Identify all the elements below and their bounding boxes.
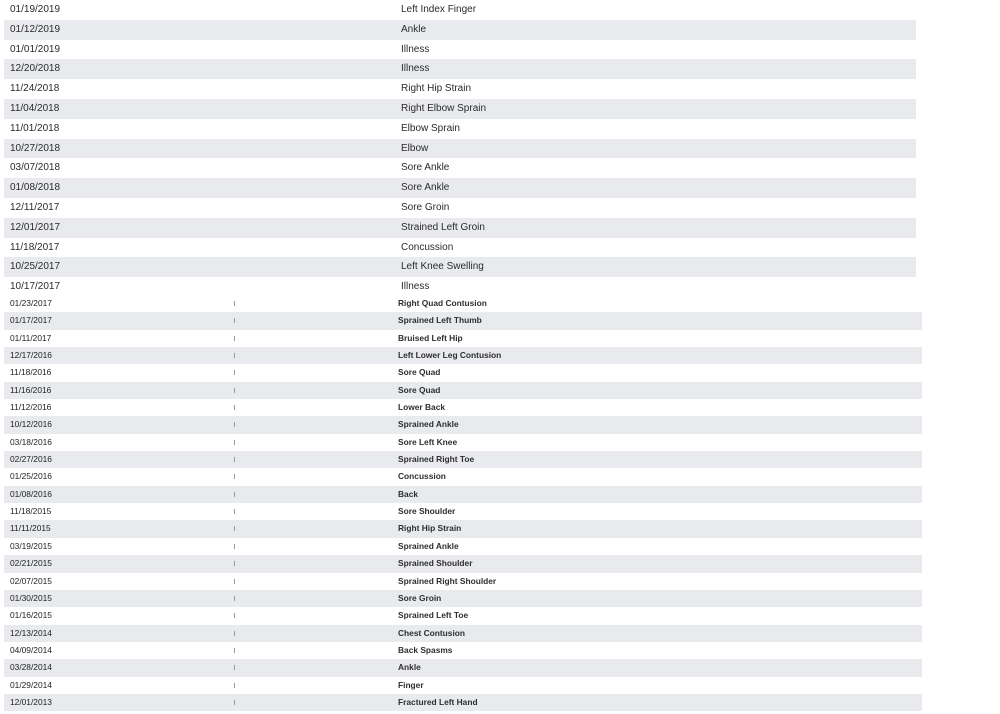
injury-description: Sore Groin [398,592,442,603]
injury-date: 11/01/2018 [10,122,60,134]
table-row [4,607,922,624]
column-divider-mark [234,561,235,566]
injury-description: Sore Ankle [401,182,450,194]
injury-date: 10/12/2016 [10,419,52,430]
injury-description: Sprained Left Thumb [398,315,482,326]
injury-date: 01/01/2019 [10,43,61,55]
table-row [4,79,916,99]
column-divider-mark [234,318,235,323]
table-row [4,330,922,347]
injury-description: Sore Left Knee [398,436,458,447]
injury-description: Illness [401,281,430,293]
injury-description: Finger [398,679,424,690]
injury-date: 12/01/2013 [10,696,52,707]
injury-description: Sore Quad [398,367,441,378]
column-divider-mark [234,700,235,705]
injury-date: 11/16/2016 [10,384,52,395]
injury-date: 01/08/2016 [10,488,52,499]
injury-date: 01/08/2018 [10,182,61,194]
injury-date: 11/18/2016 [10,367,52,378]
table-row [4,399,922,416]
injury-date: 10/25/2017 [10,261,61,273]
table-row [4,139,916,159]
injury-date: 03/18/2016 [10,436,52,447]
injury-date: 11/04/2018 [10,102,60,114]
column-divider-mark [234,492,235,497]
table-row [4,238,916,258]
injury-description: Sore Quad [398,384,441,395]
injury-description: Sprained Shoulder [398,558,473,569]
injury-description: Sore Ankle [401,162,450,174]
column-divider-mark [234,631,235,636]
injury-description: Chest Contusion [398,627,465,638]
injury-table-recent [4,0,916,297]
injury-date: 02/21/2015 [10,558,52,569]
injury-date: 11/11/2015 [10,523,51,534]
column-divider-mark [234,648,235,653]
injury-date: 04/09/2014 [10,644,52,655]
injury-date: 01/11/2017 [10,332,52,343]
table-row [4,468,922,485]
table-row [4,573,922,590]
injury-date: 01/25/2016 [10,471,52,482]
injury-description: Sore Shoulder [398,506,456,517]
table-row [4,503,922,520]
injury-description: Concussion [401,241,454,253]
table-row [4,295,922,312]
column-divider-mark [234,613,235,618]
injury-date: 11/18/2015 [10,506,52,517]
injury-description: Back [398,488,419,499]
table-row [4,416,922,433]
injury-date: 12/11/2017 [10,201,60,213]
injury-description: Ankle [401,23,427,35]
injury-description: Illness [401,43,430,55]
column-divider-mark [234,405,235,410]
injury-date: 11/18/2017 [10,241,60,253]
injury-description: Left Knee Swelling [401,261,484,273]
table-row [4,312,922,329]
column-divider-mark [234,370,235,375]
table-row [4,99,916,119]
injury-description: Left Index Finger [401,4,477,15]
table-row [4,382,922,399]
table-row [4,486,922,503]
injury-date: 12/01/2017 [10,221,61,233]
injury-date: 01/12/2019 [10,23,61,35]
injury-description: Sprained Ankle [398,540,459,551]
injury-description: Fractured Left Hand [398,696,478,707]
injury-date: 01/23/2017 [10,298,52,308]
table-row [4,520,922,537]
injury-description: Concussion [398,471,446,482]
injury-date: 10/27/2018 [10,142,61,154]
injury-date: 02/27/2016 [10,454,52,465]
table-row [4,538,922,555]
table-row [4,178,916,198]
table-row [4,40,916,60]
column-divider-mark [234,353,235,358]
injury-description: Sprained Left Toe [398,610,469,621]
injury-description: Back Spasms [398,644,453,655]
injury-description: Strained Left Groin [401,221,485,233]
column-divider-mark [234,544,235,549]
table-row [4,218,916,238]
injury-description: Elbow [401,142,429,154]
table-row [4,659,922,676]
column-divider-mark [234,422,235,427]
injury-description: Right Hip Strain [401,83,472,95]
injury-description: Sore Groin [401,201,450,213]
injury-date: 01/30/2015 [10,592,52,603]
injury-date: 11/24/2018 [10,83,60,95]
injury-date: 01/29/2014 [10,679,52,690]
column-divider-mark [234,509,235,514]
injury-description: Left Lower Leg Contusion [398,350,502,361]
column-divider-mark [234,474,235,479]
injury-description: Sprained Ankle [398,419,459,430]
injury-description: Right Elbow Sprain [401,102,487,114]
table-row [4,257,916,277]
column-divider-mark [234,526,235,531]
table-row [4,677,922,694]
table-row [4,642,922,659]
table-row [4,694,922,711]
injury-description: Illness [401,63,430,75]
injury-date: 11/12/2016 [10,402,52,413]
injury-description: Sprained Right Shoulder [398,575,497,586]
injury-description: Right Quad Contusion [398,298,487,308]
injury-description: Lower Back [398,402,446,413]
table-row [4,625,922,642]
injury-description: Bruised Left Hip [398,332,463,343]
table-row [4,277,916,297]
table-row [4,434,922,451]
injury-description: Elbow Sprain [401,122,460,134]
injury-date: 03/19/2015 [10,540,52,551]
column-divider-mark [234,457,235,462]
injury-date: 02/07/2015 [10,575,52,586]
column-divider-mark [234,440,235,445]
table-row [4,590,922,607]
column-divider-mark [234,596,235,601]
injury-date: 03/28/2014 [10,662,52,673]
table-row [4,20,916,40]
column-divider-mark [234,683,235,688]
table-row [4,0,916,20]
column-divider-mark [234,579,235,584]
injury-description: Right Hip Strain [398,523,462,534]
column-divider-mark [234,665,235,670]
table-row [4,555,922,572]
table-row [4,347,922,364]
column-divider-mark [234,336,235,341]
column-divider-mark [234,388,235,393]
table-row [4,119,916,139]
injury-description: Ankle [398,662,421,673]
injury-date: 01/16/2015 [10,610,52,621]
injury-date: 03/07/2018 [10,162,61,174]
table-row [4,451,922,468]
injury-date: 01/19/2019 [10,4,61,15]
table-row [4,158,916,178]
table-row [4,198,916,218]
column-divider-mark [234,301,235,306]
injury-table-older [4,295,922,711]
table-row [4,59,916,79]
injury-date: 12/13/2014 [10,627,52,638]
injury-date: 10/17/2017 [10,281,61,293]
table-row [4,364,922,381]
injury-date: 12/17/2016 [10,350,52,361]
injury-description: Sprained Right Toe [398,454,475,465]
injury-date: 12/20/2018 [10,63,61,75]
injury-date: 01/17/2017 [10,315,52,326]
